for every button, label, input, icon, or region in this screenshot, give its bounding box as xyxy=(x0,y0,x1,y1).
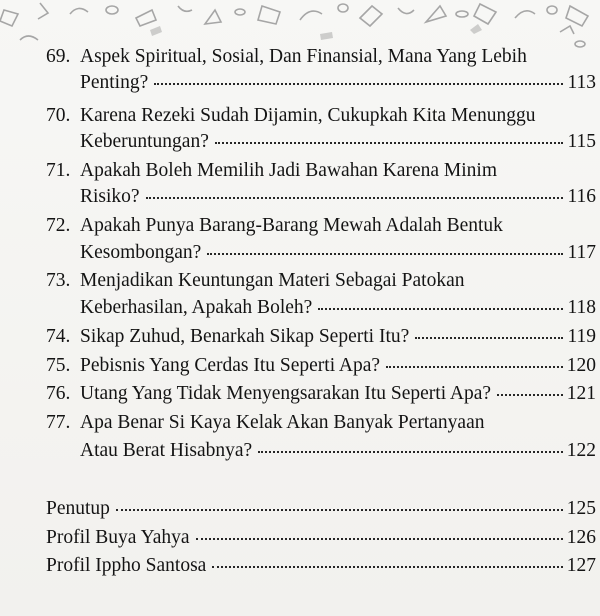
dot-leader xyxy=(497,392,563,396)
toc-page-number: 119 xyxy=(567,326,596,347)
toc-entry-title: Profil Buya Yahya xyxy=(46,527,190,548)
toc-entry-76[interactable] xyxy=(46,381,596,407)
toc-entry-number: 74. xyxy=(46,326,71,347)
toc-entry-75[interactable] xyxy=(46,353,596,379)
toc-entry-title: Kesombongan? xyxy=(80,242,202,263)
toc-page-number: 122 xyxy=(566,440,596,461)
toc-entry-number: 75. xyxy=(46,355,71,376)
toc-entry-73[interactable] xyxy=(46,268,566,294)
toc-page-number: 117 xyxy=(567,242,596,263)
toc-entry-title: Menjadikan Keuntungan Materi Sebagai Patokan xyxy=(80,270,465,291)
dot-leader xyxy=(258,449,563,453)
toc-entry-72[interactable] xyxy=(46,213,566,239)
toc-entry-69-continued[interactable] xyxy=(80,70,596,96)
dot-leader xyxy=(154,81,563,85)
toc-page-number: 113 xyxy=(567,72,596,93)
dot-leader xyxy=(415,335,563,339)
toc-entry-title: Penting? xyxy=(80,72,149,93)
toc-entry-70[interactable] xyxy=(46,103,566,129)
toc-entry-77[interactable] xyxy=(46,410,566,436)
toc-entry-71-continued[interactable] xyxy=(80,184,596,210)
toc-entry-title: Pebisnis Yang Cerdas Itu Seperti Apa? xyxy=(80,355,381,376)
toc-entry-title: Risiko? xyxy=(80,186,140,207)
dot-leader xyxy=(116,507,563,511)
toc-entry-77-continued[interactable] xyxy=(80,438,596,464)
toc-page-number: 118 xyxy=(567,297,596,318)
toc-page-number: 116 xyxy=(567,186,596,207)
dot-leader xyxy=(196,536,563,540)
toc-entry-number: 71. xyxy=(46,160,71,181)
dot-leader xyxy=(215,140,564,144)
toc-entry-71[interactable] xyxy=(46,158,566,184)
toc-entry-title: Karena Rezeki Sudah Dijamin, Cukupkah Kita Menunggu xyxy=(80,105,536,126)
toc-profil-buya-yahya[interactable] xyxy=(46,525,596,551)
toc-page-number: 125 xyxy=(566,498,596,519)
toc-entry-number: 72. xyxy=(46,215,71,236)
toc-entry-72-continued[interactable] xyxy=(80,240,596,266)
toc-page-number: 121 xyxy=(566,383,596,404)
toc-penutup[interactable] xyxy=(46,496,596,522)
toc-entry-title: Keberhasilan, Apakah Boleh? xyxy=(80,297,313,318)
toc-profil-ippho-santosa[interactable] xyxy=(46,553,596,579)
dot-leader xyxy=(207,251,563,255)
toc-entry-number: 77. xyxy=(46,412,71,433)
toc-entry-title: Apakah Boleh Memilih Jadi Bawahan Karena Minim xyxy=(80,160,497,181)
toc-entry-title: Profil Ippho Santosa xyxy=(46,555,207,576)
dot-leader xyxy=(146,195,564,199)
toc-entry-74[interactable] xyxy=(46,324,596,350)
dot-leader xyxy=(318,306,563,310)
toc-entry-title: Utang Yang Tidak Menyengsarakan Itu Seperti Apa? xyxy=(80,383,492,404)
toc-entry-title: Aspek Spiritual, Sosial, Dan Finansial, Mana Yang Lebih xyxy=(80,46,527,67)
toc-page-number: 115 xyxy=(567,131,596,152)
toc-entry-number: 69. xyxy=(46,46,71,67)
dot-leader xyxy=(212,564,562,568)
toc-entry-title: Apa Benar Si Kaya Kelak Akan Banyak Pertanyaan xyxy=(80,412,485,433)
toc-entry-70-continued[interactable] xyxy=(80,129,596,155)
toc-entry-number: 76. xyxy=(46,383,71,404)
dot-leader xyxy=(386,364,563,368)
toc-page-number: 120 xyxy=(566,355,596,376)
toc-entry-title: Sikap Zuhud, Benarkah Sikap Seperti Itu? xyxy=(80,326,410,347)
toc-entry-number: 73. xyxy=(46,270,71,291)
toc-entry-title: Penutup xyxy=(46,498,110,519)
toc-entry-title: Apakah Punya Barang-Barang Mewah Adalah Bentuk xyxy=(80,215,503,236)
toc-page-number: 126 xyxy=(566,527,596,548)
toc-entry-69[interactable] xyxy=(46,44,566,70)
toc-entry-title: Atau Berat Hisabnya? xyxy=(80,440,253,461)
toc-entry-number: 70. xyxy=(46,105,71,126)
toc-entry-title: Keberuntungan? xyxy=(80,131,209,152)
toc-entry-73-continued[interactable] xyxy=(80,295,596,321)
toc-page-number: 127 xyxy=(566,555,596,576)
